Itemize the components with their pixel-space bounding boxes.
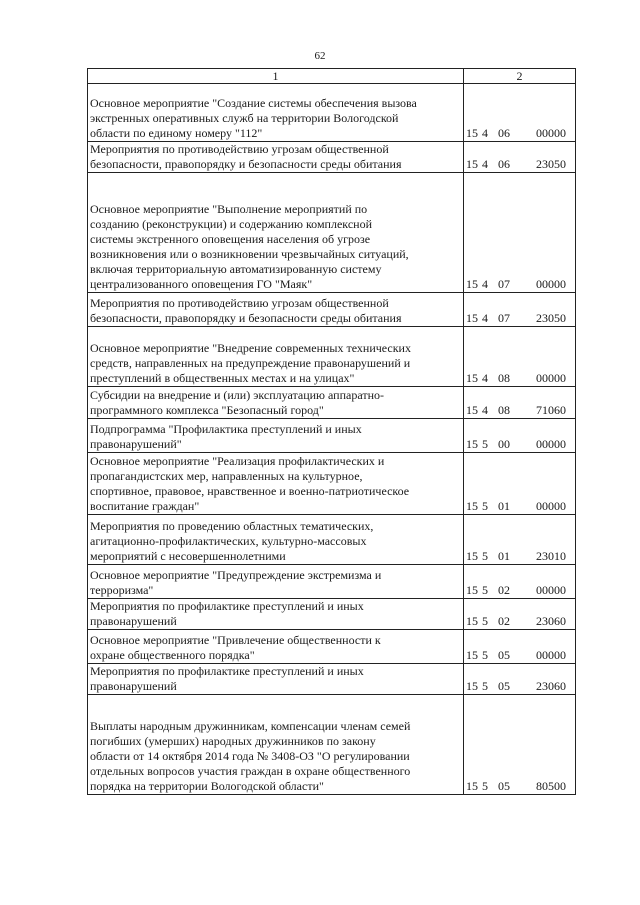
activity-code: 01 [498, 499, 510, 513]
row-budget-code [464, 453, 576, 515]
table-row [88, 630, 576, 664]
row-description: Мероприятия по профилактике преступлений и иных правонарушений [88, 664, 464, 695]
row-description: Субсидии на внедрение и (или) эксплуатацию аппаратно- программного комплекса "Безопасный город" [88, 387, 464, 419]
program-code: 15 [466, 437, 478, 451]
row-budget-code [464, 387, 576, 419]
table-row [88, 84, 576, 142]
row-budget-code [464, 173, 576, 293]
direction-code: 00000 [536, 583, 566, 597]
row-budget-code [464, 142, 576, 173]
row-budget-code [464, 630, 576, 664]
direction-code: 71060 [536, 403, 566, 417]
row-description: Мероприятия по профилактике преступлений и иных правонарушений [88, 599, 464, 630]
direction-code: 00000 [536, 277, 566, 291]
budget-classification-table [87, 68, 576, 795]
table-header-row [88, 69, 576, 84]
activity-code: 02 [498, 583, 510, 597]
subprogram-code: 5 [482, 549, 488, 563]
subprogram-code: 4 [482, 277, 488, 291]
row-description: Основное мероприятие "Реализация профилактических и пропагандистских мер, направленных на культурное, спортивное, правовое, нравственное и военно-патриотическое воспитание граждан" [88, 453, 464, 515]
row-budget-code [464, 515, 576, 565]
row-description: Выплаты народным дружинникам, компенсации членам семей погибших (умерших) народных дружинников по закону области от 14 октября 2014 года № 3408-ОЗ "О регулировании отдельных вопросов участия граждан в охране общественного порядка на территории Вологодской области" [88, 695, 464, 795]
activity-code: 08 [498, 403, 510, 417]
program-code: 15 [466, 679, 478, 693]
program-code: 15 [466, 157, 478, 171]
row-budget-code [464, 293, 576, 327]
table-row [88, 664, 576, 695]
page-number: 62 [314, 50, 326, 62]
direction-code: 00000 [536, 437, 566, 451]
subprogram-code: 5 [482, 614, 488, 628]
subprogram-code: 4 [482, 126, 488, 140]
activity-code: 07 [498, 311, 510, 325]
subprogram-code: 5 [482, 648, 488, 662]
subprogram-code: 5 [482, 437, 488, 451]
table-row [88, 419, 576, 453]
row-description: Подпрограмма "Профилактика преступлений и иных правонарушений" [88, 419, 464, 453]
table-row [88, 387, 576, 419]
activity-code: 00 [498, 437, 510, 451]
subprogram-code: 5 [482, 679, 488, 693]
activity-code: 05 [498, 648, 510, 662]
row-budget-code [464, 599, 576, 630]
program-code: 15 [466, 549, 478, 563]
activity-code: 07 [498, 277, 510, 291]
table-row [88, 327, 576, 387]
program-code: 15 [466, 499, 478, 513]
direction-code: 00000 [536, 371, 566, 385]
column-header-code: 2 [464, 69, 576, 84]
table-row [88, 599, 576, 630]
program-code: 15 [466, 277, 478, 291]
direction-code: 00000 [536, 499, 566, 513]
row-description: Основное мероприятие "Привлечение общественности к охране общественного порядка" [88, 630, 464, 664]
table-row [88, 173, 576, 293]
activity-code: 02 [498, 614, 510, 628]
table-row [88, 293, 576, 327]
subprogram-code: 4 [482, 403, 488, 417]
activity-code: 01 [498, 549, 510, 563]
row-description: Мероприятия по противодействию угрозам общественной безопасности, правопорядку и безопасности среды обитания [88, 142, 464, 173]
row-description: Мероприятия по проведению областных тематических, агитационно-профилактических, культурно-массовых мероприятий с несовершеннолетними [88, 515, 464, 565]
direction-code: 23060 [536, 679, 566, 693]
table-row [88, 695, 576, 795]
table-row [88, 453, 576, 515]
table-row [88, 565, 576, 599]
direction-code: 23060 [536, 614, 566, 628]
row-budget-code [464, 327, 576, 387]
direction-code: 23050 [536, 311, 566, 325]
subprogram-code: 5 [482, 779, 488, 793]
row-budget-code [464, 565, 576, 599]
subprogram-code: 5 [482, 499, 488, 513]
subprogram-code: 4 [482, 157, 488, 171]
subprogram-code: 5 [482, 583, 488, 597]
activity-code: 05 [498, 779, 510, 793]
row-description: Основное мероприятие "Выполнение мероприятий по созданию (реконструкции) и содержанию комплексной системы экстренного оповещения населения об угрозе возникновения или о возникновении чрезвычайных ситуаций, включая территориальную автоматизированную систему централизованного оповещения ГО "Маяк" [88, 173, 464, 293]
activity-code: 08 [498, 371, 510, 385]
row-budget-code [464, 419, 576, 453]
table-row [88, 142, 576, 173]
direction-code: 23050 [536, 157, 566, 171]
row-description: Основное мероприятие "Предупреждение экстремизма и терроризма" [88, 565, 464, 599]
direction-code: 23010 [536, 549, 566, 563]
program-code: 15 [466, 403, 478, 417]
direction-code: 00000 [536, 648, 566, 662]
program-code: 15 [466, 583, 478, 597]
table-row [88, 515, 576, 565]
row-budget-code [464, 84, 576, 142]
direction-code: 80500 [536, 779, 566, 793]
program-code: 15 [466, 614, 478, 628]
row-description: Основное мероприятие "Создание системы обеспечения вызова экстренных оперативных служб на территории Вологодской области по единому номеру "112" [88, 84, 464, 142]
row-budget-code [464, 664, 576, 695]
program-code: 15 [466, 126, 478, 140]
program-code: 15 [466, 648, 478, 662]
row-description: Основное мероприятие "Внедрение современных технических средств, направленных на предупреждение правонарушений и преступлений в общественных местах и на улицах" [88, 327, 464, 387]
row-budget-code [464, 695, 576, 795]
program-code: 15 [466, 311, 478, 325]
subprogram-code: 4 [482, 371, 488, 385]
row-description: Мероприятия по противодействию угрозам общественной безопасности, правопорядку и безопасности среды обитания [88, 293, 464, 327]
program-code: 15 [466, 779, 478, 793]
direction-code: 00000 [536, 126, 566, 140]
column-header-name: 1 [88, 69, 464, 84]
activity-code: 05 [498, 679, 510, 693]
program-code: 15 [466, 371, 478, 385]
activity-code: 06 [498, 126, 510, 140]
activity-code: 06 [498, 157, 510, 171]
subprogram-code: 4 [482, 311, 488, 325]
